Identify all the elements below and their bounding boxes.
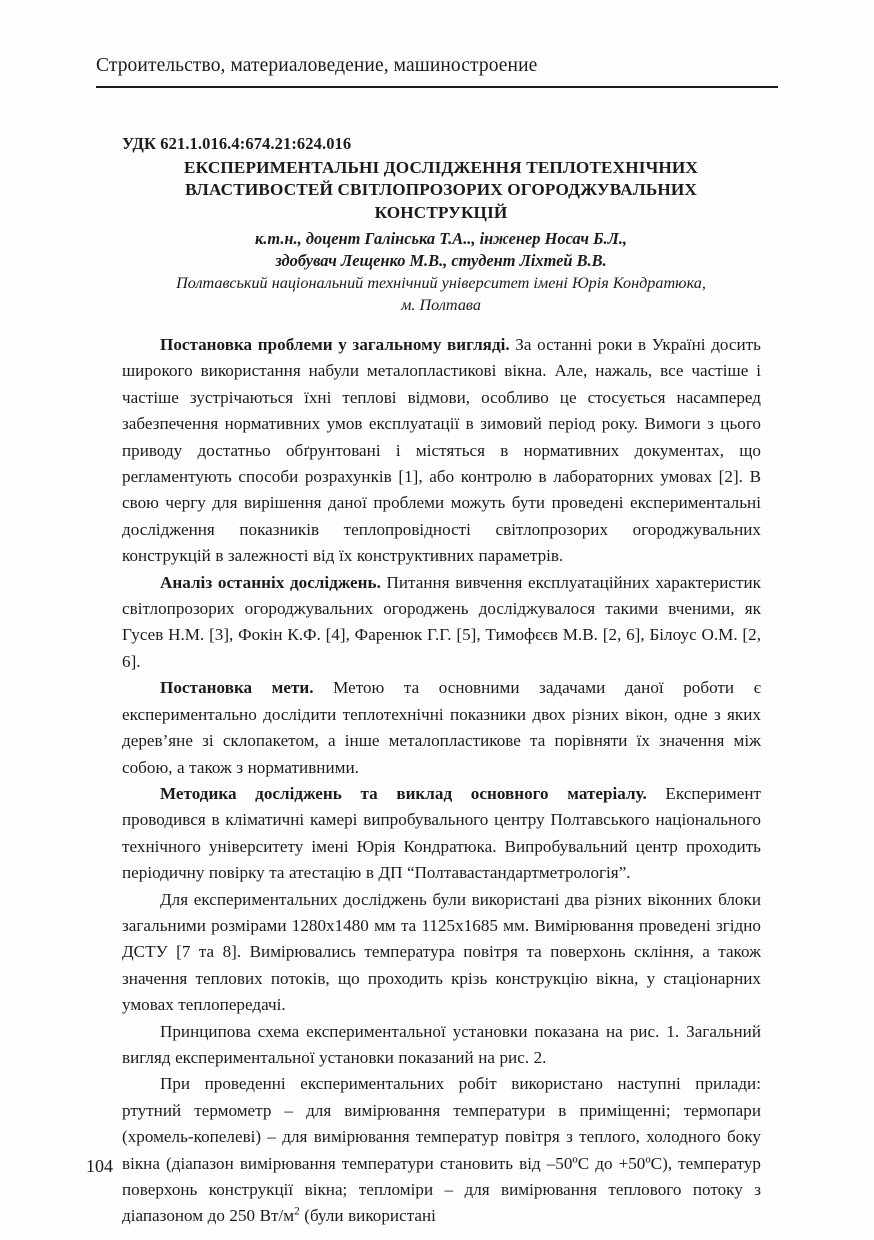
running-header-text: Строительство, материаловедение, машиностроение <box>96 55 538 76</box>
paragraph-instruments <box>122 1071 761 1229</box>
paragraph-methodology <box>122 781 761 887</box>
body-text-column <box>122 332 761 1230</box>
title-line-3: КОНСТРУКЦІЙ <box>374 202 508 222</box>
paragraph-lead-goal-statement: Постановка мети. <box>160 678 314 698</box>
paragraph-lead-methodology: Методика досліджень та виклад основного матеріалу. <box>160 783 647 803</box>
paragraph-text-recent-research: Питання вивчення експлуатаційних характеристик світлопрозорих огороджувальних огороджень досліджувалося такими вченими, як Гусев Н.М. [3], Фокін К.Ф. [4], Фаренюк Г.Г. [5], Тимофєєв М.В. [2, 6], Білоус О.М. [2, 6]. <box>122 572 761 671</box>
affiliation <box>104 272 778 316</box>
paragraph-problem-statement <box>122 332 761 570</box>
paragraph-text-methodology: Експеримент проводився в кліматичні камері випробувального центру Полтавського національного технічного університету імені Юрія Кондратюка. Випробувальний центр проходить періодичну повірку та атестацію в ДП “Полтавастандартметрологія”. <box>122 783 761 883</box>
paragraph-text-figure-references: Принципова схема експериментальної установки показана на рис. 1. Загальний вигляд експериментальної установки показаний на рис. 2. <box>122 1021 761 1067</box>
header-divider-rule <box>96 86 778 88</box>
unit-superscript-square: 2 <box>294 1205 300 1218</box>
paragraph-figure-references <box>122 1019 761 1072</box>
paragraph-lead-problem-statement: Постановка проблеми у загальному вигляді. <box>160 335 510 354</box>
author-line-1: к.т.н., доцент Галінська Т.А.., інженер Носач Б.Л., <box>254 229 628 248</box>
title-block <box>122 134 760 224</box>
title-line-2: ВЛАСТИВОСТЕЙ СВІТЛОПРОЗОРИХ ОГОРОДЖУВАЛЬНИХ <box>185 180 697 200</box>
paragraph-text-goal-statement: Метою та основними задачами даної роботи є експериментально дослідити теплотехнічні показники двох різних вікон, одне з яких дерев’яне зі склопакетом, а інше металопластикове та порівняти їх значення між собою, а також з нормативними. <box>122 678 761 777</box>
page-title <box>122 157 760 224</box>
paragraph-window-blocks <box>122 887 761 1019</box>
title-line-1: ЕКСПЕРИМЕНТАЛЬНІ ДОСЛІДЖЕННЯ ТЕПЛОТЕХНІЧНИХ <box>184 158 698 177</box>
author-list <box>122 228 760 272</box>
paragraph-recent-research <box>122 570 761 676</box>
author-line-2: здобувач Лещенко М.В., студент Ліхтей В.В. <box>275 251 607 270</box>
udc-code: УДК 621.1.016.4:674.21:624.016 <box>122 134 352 153</box>
page-number: 104 <box>86 1156 113 1176</box>
paragraph-lead-recent-research: Аналіз останніх досліджень. <box>160 572 381 592</box>
running-header <box>96 54 778 78</box>
affiliation-line-2: м. Полтава <box>401 296 481 314</box>
paragraph-text-window-blocks: Для експериментальних досліджень були використані два різних віконних блоки загальними розмірами 1280х1480 мм та 1125х1685 мм. Вимірювання проведені згідно ДСТУ [7 та 8]. Вимірювались температура повітря та поверхонь скління, а також значення теплових потоків, що проходить крізь конструкцію вікна, у стаціонарних умовах теплопередачі. <box>122 889 761 1015</box>
paragraph-text-instruments-post: (були використані <box>299 1206 436 1226</box>
paragraph-text-problem-statement: За останні роки в Україні досить широкого використання набули металопластикові вікна. Але, нажаль, все частіше і частіше зустрічаються їхні теплові відмови, особливо це стосується насамперед забезпечення нормативних умов експлуатації в зимовий період року. Вимоги з цього приводу достатньо обґрунтовані і містяться в нормативних документах, що регламентують способи розрахунків [1], або контролю в лабораторних умовах [2]. В свою чергу для вирішення даної проблеми можуть бути проведені експериментальні дослідження показників теплопровідності світлопрозорих огороджувальних конструкцій в залежності від їх конструктивних параметрів. <box>122 335 761 566</box>
paragraph-text-instruments-pre: При проведенні експериментальних робіт використано наступні прилади: ртутний термометр – для вимірювання температури в приміщенні; термопари (хромель-копелеві) – для вимірювання температур повітря з теплого, холодного боку вікна (діапазон вимірювання температури становить від –50ºС до +50ºС), температур поверхонь конструкції вікна; тепломіри – для вимірювання теплового потоку з діапазоном до 250 Вт/м <box>122 1074 761 1226</box>
affiliation-line-1: Полтавський національний технічний університет імені Юрія Кондратюка, <box>176 274 706 292</box>
paragraph-goal-statement <box>122 675 761 781</box>
